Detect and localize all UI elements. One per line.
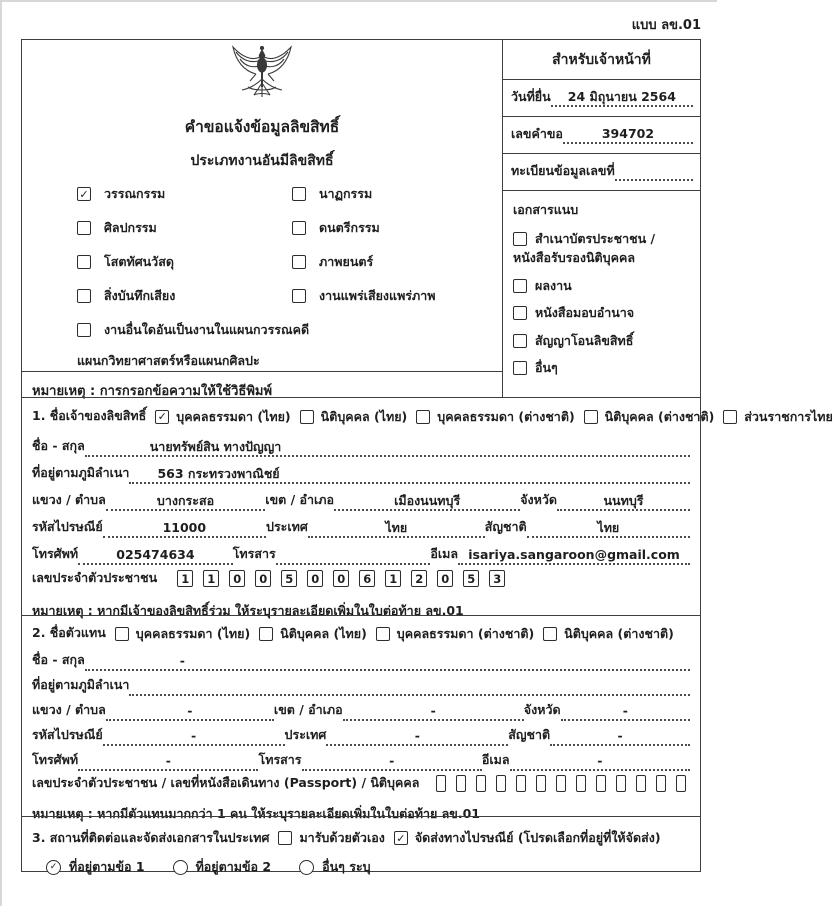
- attachment-label: สำเนาบัตรประชาชน / หนังสือรับรองนิติบุคคล: [513, 231, 656, 266]
- work-type-checkbox-dramatic[interactable]: [292, 187, 306, 201]
- email-label: อีเมล: [430, 546, 459, 561]
- id-digit-box[interactable]: [456, 775, 466, 792]
- owner-type-label: นิติบุคคล (ต่างชาติ): [604, 408, 715, 424]
- agent-subdistrict-field[interactable]: -: [106, 704, 274, 721]
- province-label: จังหวัด: [520, 492, 558, 507]
- owner-type-checkbox-foreign-juristic[interactable]: [584, 410, 598, 424]
- attachment-label: หนังสือมอบอำนาจ: [535, 305, 635, 321]
- owner-phone-field[interactable]: 025474634: [78, 548, 233, 565]
- attachment-label: อื่นๆ: [535, 359, 558, 375]
- agent-name-row: [32, 646, 690, 671]
- subdistrict-label: แขวง / ตำบล: [32, 702, 106, 717]
- id-number-label: เลขประจำตัวประชาชน: [32, 570, 158, 585]
- agent-type-checkbox-thai-person[interactable]: [115, 627, 129, 641]
- work-type-label: ภาพยนตร์: [319, 254, 374, 269]
- id-digit-box[interactable]: [436, 775, 446, 792]
- agent-type-label: นิติบุคคล (ไทย): [280, 625, 367, 641]
- owner-type-label: ส่วนราชการไทย: [744, 408, 833, 424]
- work-type-label: สิ่งบันทึกเสียง: [104, 288, 176, 303]
- work-type-checkbox-literary[interactable]: [77, 187, 91, 201]
- work-type-checkbox-audiovisual[interactable]: [77, 255, 91, 269]
- name-label: ชื่อ - สกุล: [32, 438, 85, 453]
- owner-district-field[interactable]: เมืองนนทบุรี: [334, 494, 520, 511]
- registration-number-row: [503, 154, 700, 191]
- owner-id-row: [32, 565, 690, 592]
- subdistrict-label: แขวง / ตำบล: [32, 492, 106, 507]
- agent-phone-field[interactable]: -: [78, 754, 258, 771]
- owner-nationality-field[interactable]: ไทย: [527, 521, 690, 538]
- attachments-block: [503, 191, 700, 397]
- address-label: ที่อยู่ตามภูมิลำเนา: [32, 465, 130, 480]
- request-number-row: [503, 117, 700, 154]
- work-type-checkbox-sound-recording[interactable]: [77, 289, 91, 303]
- section-agent: [22, 615, 700, 821]
- country-label: ประเทศ: [284, 727, 327, 742]
- owner-type-checkbox-thai-juristic[interactable]: [300, 410, 314, 424]
- submission-date-row: [503, 80, 700, 117]
- agent-type-label: บุคคลธรรมดา (ต่างชาติ): [396, 625, 535, 641]
- delivery-option-row: [32, 825, 690, 851]
- phone-label: โทรศัพท์: [32, 752, 79, 767]
- owner-type-checkbox-thai-government[interactable]: [723, 410, 737, 424]
- delivery-address-radio-2[interactable]: [173, 860, 188, 875]
- agent-type-label: บุคคลธรรมดา (ไทย): [135, 625, 251, 641]
- work-type-checkbox-artistic[interactable]: [77, 221, 91, 235]
- agent-province-field[interactable]: -: [561, 704, 690, 721]
- fax-label: โทรสาร: [232, 546, 276, 561]
- id-digit-box[interactable]: [476, 775, 486, 792]
- work-type-label: โสตทัศนวัสดุ: [104, 254, 174, 269]
- id-passport-label: เลขประจำตัวประชาชน / เลขที่หนังสือเดินทาง (Passport) / นิติบุคคล: [32, 775, 420, 790]
- nationality-label: สัญชาติ: [508, 727, 551, 742]
- attachment-checkbox-id-copy[interactable]: [513, 232, 527, 246]
- owner-type-label: บุคคลธรรมดา (ต่างชาติ): [437, 408, 575, 424]
- work-type-checkbox-other[interactable]: [77, 323, 91, 337]
- agent-email-field[interactable]: -: [510, 754, 690, 771]
- owner-type-checkbox-thai-person[interactable]: [155, 410, 169, 424]
- official-use-box: [503, 40, 700, 397]
- official-box-title: สำหรับเจ้าหน้าที่: [503, 40, 700, 80]
- owner-email-field[interactable]: isariya.sangaroon@gmail.com: [458, 548, 690, 565]
- address-label: ที่อยู่ตามภูมิลำเนา: [32, 677, 130, 692]
- postcode-label: รหัสไปรษณีย์: [32, 727, 103, 742]
- work-type-checkbox-musical[interactable]: [292, 221, 306, 235]
- agent-postcode-row: [32, 721, 690, 746]
- agent-fax-field[interactable]: -: [302, 754, 482, 771]
- registration-number-label: ทะเบียนข้อมูลเลขที่: [511, 163, 615, 178]
- work-type-checkbox-broadcast[interactable]: [292, 289, 306, 303]
- form-title: คำขอแจ้งข้อมูลลิขสิทธิ์: [184, 118, 340, 136]
- owner-province-field[interactable]: นนทบุรี: [557, 494, 690, 511]
- work-type-section-title: ประเภทงานอันมีลิขสิทธิ์: [190, 153, 334, 169]
- id-digit-box[interactable]: 0: [307, 570, 323, 587]
- delivery-address-row: [46, 854, 690, 880]
- id-digit-box[interactable]: 5: [463, 570, 479, 587]
- delivery-checkbox-post[interactable]: [394, 831, 408, 845]
- delivery-address-radio-other[interactable]: [299, 860, 314, 875]
- id-digit-box[interactable]: 5: [281, 570, 297, 587]
- id-digit-box[interactable]: [656, 775, 666, 792]
- id-digit-box[interactable]: 1: [177, 570, 193, 587]
- name-label: ชื่อ - สกุล: [32, 652, 85, 667]
- work-type-label: นาฏกรรม: [319, 186, 373, 201]
- agent-type-row: [32, 621, 690, 646]
- phone-label: โทรศัพท์: [32, 546, 79, 561]
- attachment-checkbox-poa[interactable]: [513, 306, 527, 320]
- section3-heading: 3. สถานที่ติดต่อและจัดส่งเอกสารในประเทศ: [32, 829, 270, 845]
- id-digit-box[interactable]: 1: [203, 570, 219, 587]
- attachment-checkbox-work[interactable]: [513, 279, 527, 293]
- attachment-checkbox-transfer-contract[interactable]: [513, 334, 527, 348]
- work-type-label: ศิลปกรรม: [104, 220, 157, 235]
- form-code: แบบ ลข.01: [631, 18, 701, 33]
- agent-type-checkbox-foreign-juristic[interactable]: [543, 627, 557, 641]
- postcode-label: รหัสไปรษณีย์: [32, 519, 103, 534]
- delivery-option-label: จัดส่งทางไปรษณีย์ (โปรดเลือกที่อยู่ที่ให้จัดส่ง): [414, 830, 661, 845]
- request-number-label: เลขคำขอ: [511, 126, 563, 141]
- owner-type-row: [32, 403, 833, 430]
- form-outer-box: [21, 39, 833, 874]
- section-delivery: [22, 816, 700, 884]
- agent-type-checkbox-thai-juristic[interactable]: [259, 627, 273, 641]
- agent-type-checkbox-foreign-person[interactable]: [376, 627, 390, 641]
- id-digit-box[interactable]: 0: [229, 570, 245, 587]
- work-type-checkbox-cinematographic[interactable]: [292, 255, 306, 269]
- owner-type-checkbox-foreign-person[interactable]: [416, 410, 430, 424]
- id-digit-box[interactable]: 1: [385, 570, 401, 587]
- request-number-field[interactable]: 394702: [563, 127, 693, 144]
- agent-district-field[interactable]: -: [343, 704, 524, 721]
- delivery-address-radio-1[interactable]: [46, 860, 61, 875]
- id-digit-box[interactable]: [496, 775, 506, 792]
- district-label: เขต / อำเภอ: [273, 702, 343, 717]
- registration-number-field[interactable]: [615, 178, 693, 181]
- agent-type-label: นิติบุคคล (ต่างชาติ): [564, 625, 674, 641]
- work-type-label: วรรณกรรม: [104, 186, 166, 201]
- delivery-address-label: ที่อยู่ตามข้อ 1: [69, 859, 145, 874]
- district-label: เขต / อำเภอ: [265, 492, 335, 507]
- attachment-label: สัญญาโอนลิขสิทธิ์: [535, 332, 634, 348]
- fax-label: โทรสาร: [258, 752, 302, 767]
- id-digit-box[interactable]: 2: [411, 570, 427, 587]
- work-type-continuation: แผนกวิทยาศาสตร์หรือแผนกศิลปะ: [77, 353, 260, 368]
- id-digit-box[interactable]: 3: [489, 570, 505, 587]
- email-label: อีเมล: [481, 752, 510, 767]
- work-type-box: [22, 40, 503, 397]
- id-digit-box[interactable]: 6: [359, 570, 375, 587]
- id-digit-box[interactable]: [556, 775, 566, 792]
- id-digit-box[interactable]: 0: [333, 570, 349, 587]
- section1-heading: 1. ชื่อเจ้าของลิขสิทธิ์: [32, 408, 147, 423]
- owner-subdistrict-field[interactable]: บางกระสอ: [106, 494, 266, 511]
- owner-type-label: บุคคลธรรมดา (ไทย): [176, 408, 291, 424]
- id-digit-box[interactable]: [636, 775, 646, 792]
- agent-nationality-field[interactable]: -: [550, 729, 690, 746]
- owner-name-field[interactable]: นายทรัพย์สิน ทางปัญญา: [85, 440, 690, 457]
- delivery-address-label: ที่อยู่ตามข้อ 2: [195, 859, 272, 874]
- owner-type-label: นิติบุคคล (ไทย): [320, 408, 408, 424]
- owner-fax-field[interactable]: [276, 562, 431, 565]
- owner-country-field[interactable]: ไทย: [308, 521, 485, 538]
- agent-phone-row: [32, 746, 690, 771]
- agent-id-row: [32, 771, 690, 796]
- delivery-address-label: อื่นๆ ระบุ: [322, 859, 371, 874]
- owner-name-row: [32, 430, 690, 457]
- section-owner: [22, 397, 833, 618]
- country-label: ประเทศ: [266, 519, 308, 534]
- top-region: [22, 40, 700, 397]
- owner-postcode-field[interactable]: 11000: [103, 521, 266, 538]
- id-digit-box[interactable]: 0: [255, 570, 271, 587]
- section2-note: หมายเหตุ : หากมีตัวแทนมากกว่า 1 คน ให้ระบุรายละเอียดเพิ่มในใบต่อท้าย ลข.01: [32, 806, 480, 821]
- section1-note: หมายเหตุ : หากมีเจ้าของลิขสิทธิ์ร่วม ให้ระบุรายละเอียดเพิ่มในใบต่อท้าย ลข.01: [32, 603, 464, 618]
- agent-country-field[interactable]: -: [326, 729, 508, 746]
- province-label: จังหวัด: [523, 702, 561, 717]
- owner-address-row: [32, 457, 690, 484]
- attachment-checkbox-other[interactable]: [513, 361, 527, 375]
- owner-postcode-row: [32, 511, 690, 538]
- owner-district-row: [32, 484, 690, 511]
- work-type-grid: [77, 184, 502, 340]
- agent-postcode-field[interactable]: -: [103, 729, 285, 746]
- id-digit-box[interactable]: [596, 775, 606, 792]
- id-digit-box[interactable]: [576, 775, 586, 792]
- work-type-label: งานแพร่เสียงแพร่ภาพ: [319, 288, 436, 303]
- garuda-emblem-icon: [22, 43, 502, 105]
- work-type-label: งานอื่นใดอันเป็นงานในแผนกวรรณคดี: [104, 322, 310, 337]
- id-digit-box[interactable]: [536, 775, 546, 792]
- agent-name-field[interactable]: -: [85, 654, 690, 671]
- owner-phone-row: [32, 538, 690, 565]
- delivery-checkbox-pickup[interactable]: [278, 831, 292, 845]
- id-digit-box[interactable]: [676, 775, 686, 792]
- typing-note: หมายเหตุ : การกรอกข้อความให้ใช้วิธีพิมพ์: [22, 371, 502, 411]
- id-digit-box[interactable]: 0: [437, 570, 453, 587]
- id-digit-box[interactable]: [616, 775, 626, 792]
- agent-district-row: [32, 696, 690, 721]
- submission-date-field[interactable]: 24 มิถุนายน 2564: [551, 90, 693, 107]
- work-type-label: ดนตรีกรรม: [319, 220, 380, 235]
- nationality-label: สัญชาติ: [484, 519, 527, 534]
- agent-address-row: [32, 671, 690, 696]
- section2-heading: 2. ชื่อตัวแทน: [32, 625, 106, 640]
- submission-date-label: วันที่ยื่น: [511, 89, 551, 104]
- delivery-option-label: มารับด้วยตัวเอง: [299, 830, 385, 845]
- attachment-label: ผลงาน: [535, 277, 572, 293]
- attachments-title: เอกสารแนบ: [513, 202, 579, 217]
- agent-address-field[interactable]: [129, 693, 690, 696]
- owner-address-field[interactable]: 563 กระทรวงพาณิชย์: [129, 467, 690, 484]
- id-digit-box[interactable]: [516, 775, 526, 792]
